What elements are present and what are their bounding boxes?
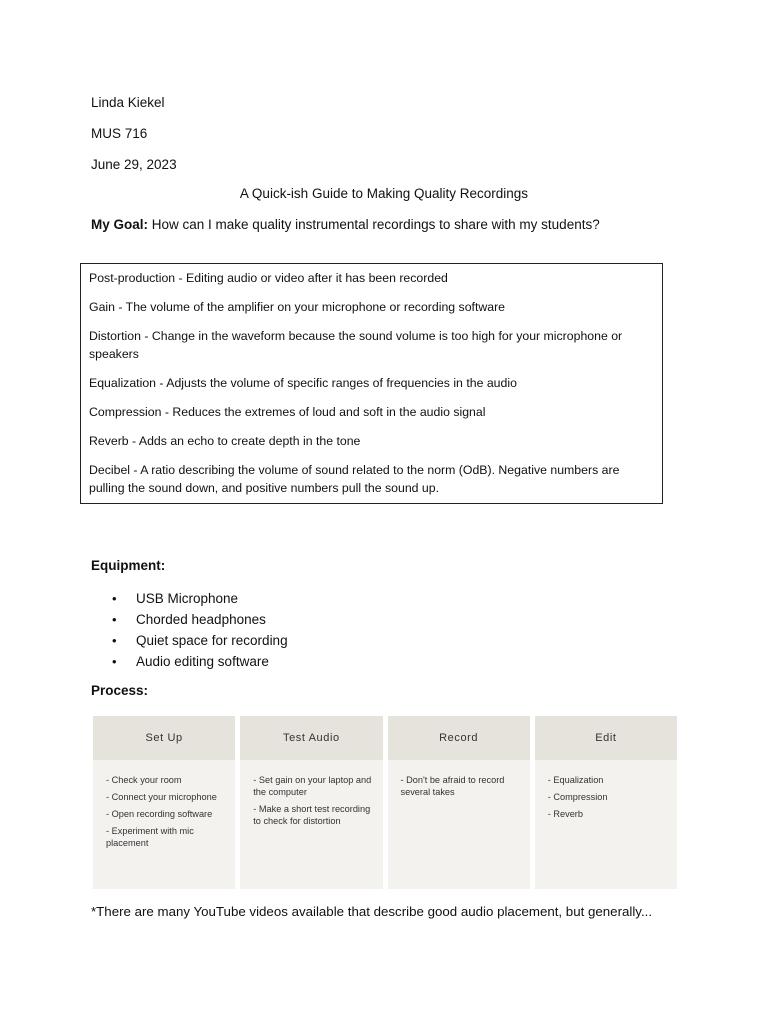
glossary-term: Compression - Reduces the extremes of loud and soft in the audio signal: [89, 405, 486, 419]
process-table: [93, 716, 677, 889]
step-title: Set Up: [93, 716, 235, 760]
process-step-edit: [535, 716, 677, 889]
glossary-term: Gain - The volume of the amplifier on your microphone or recording software: [89, 300, 506, 314]
equipment-item: Chorded headphones: [136, 612, 266, 627]
equipment-item: Audio editing software: [136, 654, 269, 669]
bullet-icon: •: [112, 612, 117, 627]
equipment-list: [90, 588, 288, 672]
process-step-test-audio: [240, 716, 382, 889]
step-item: - Open recording software: [106, 809, 213, 819]
glossary-term: Post-production - Editing audio or video after it has been recorded: [89, 271, 448, 285]
list-item: [90, 630, 288, 651]
equipment-item: USB Microphone: [136, 591, 239, 606]
course-code: MUS 716: [91, 126, 148, 141]
step-item: - Experiment with mic placement: [106, 826, 194, 848]
step-title: Record: [388, 716, 530, 760]
step-body: [93, 760, 235, 889]
goal-text: How can I make quality instrumental recordings to share with my students?: [148, 217, 600, 232]
equipment-item: Quiet space for recording: [136, 633, 288, 648]
step-body: [535, 760, 677, 889]
footnote: *There are many YouTube videos available that describe good audio placement, but generally...: [91, 904, 653, 919]
step-item: - Equalization: [547, 775, 604, 785]
glossary-term: Equalization - Adjusts the volume of specific ranges of frequencies in the audio: [89, 376, 517, 390]
glossary-term: Distortion - Change in the waveform because the sound volume is too high for your microphone or speakers: [89, 329, 623, 361]
step-title: Edit: [535, 716, 677, 760]
glossary-term: Reverb - Adds an echo to create depth in the tone: [89, 434, 361, 448]
document-date: June 29, 2023: [91, 157, 177, 172]
step-item: - Make a short test recording to check for distortion: [253, 804, 371, 826]
glossary-term: Decibel - A ratio describing the volume of sound related to the norm (OdB). Negative numbers are pulling the sound down, and positive numbers pull the sound up.: [89, 463, 620, 495]
process-step-record: [388, 716, 530, 889]
bullet-icon: •: [112, 654, 117, 669]
goal-statement: [91, 217, 600, 232]
step-title: Test Audio: [240, 716, 382, 760]
step-item: - Don't be afraid to record several takes: [400, 775, 505, 797]
step-body: [388, 760, 530, 889]
author-name: Linda Kiekel: [91, 95, 165, 110]
process-heading: Process:: [91, 683, 149, 698]
step-item: - Connect your microphone: [106, 792, 217, 802]
list-item: [90, 651, 288, 672]
equipment-heading: Equipment:: [91, 558, 166, 573]
list-item: [90, 588, 288, 609]
document-title: A Quick-ish Guide to Making Quality Recordings: [239, 186, 529, 201]
step-body: [240, 760, 382, 889]
bullet-icon: •: [112, 591, 117, 606]
process-step-setup: [93, 716, 235, 889]
glossary-box: [80, 263, 663, 504]
goal-label: My Goal:: [91, 217, 149, 232]
step-item: - Reverb: [547, 809, 583, 819]
step-item: - Check your room: [106, 775, 182, 785]
bullet-icon: •: [112, 633, 117, 648]
step-item: - Set gain on your laptop and the computer: [253, 775, 372, 797]
list-item: [90, 609, 288, 630]
step-item: - Compression: [547, 792, 608, 802]
